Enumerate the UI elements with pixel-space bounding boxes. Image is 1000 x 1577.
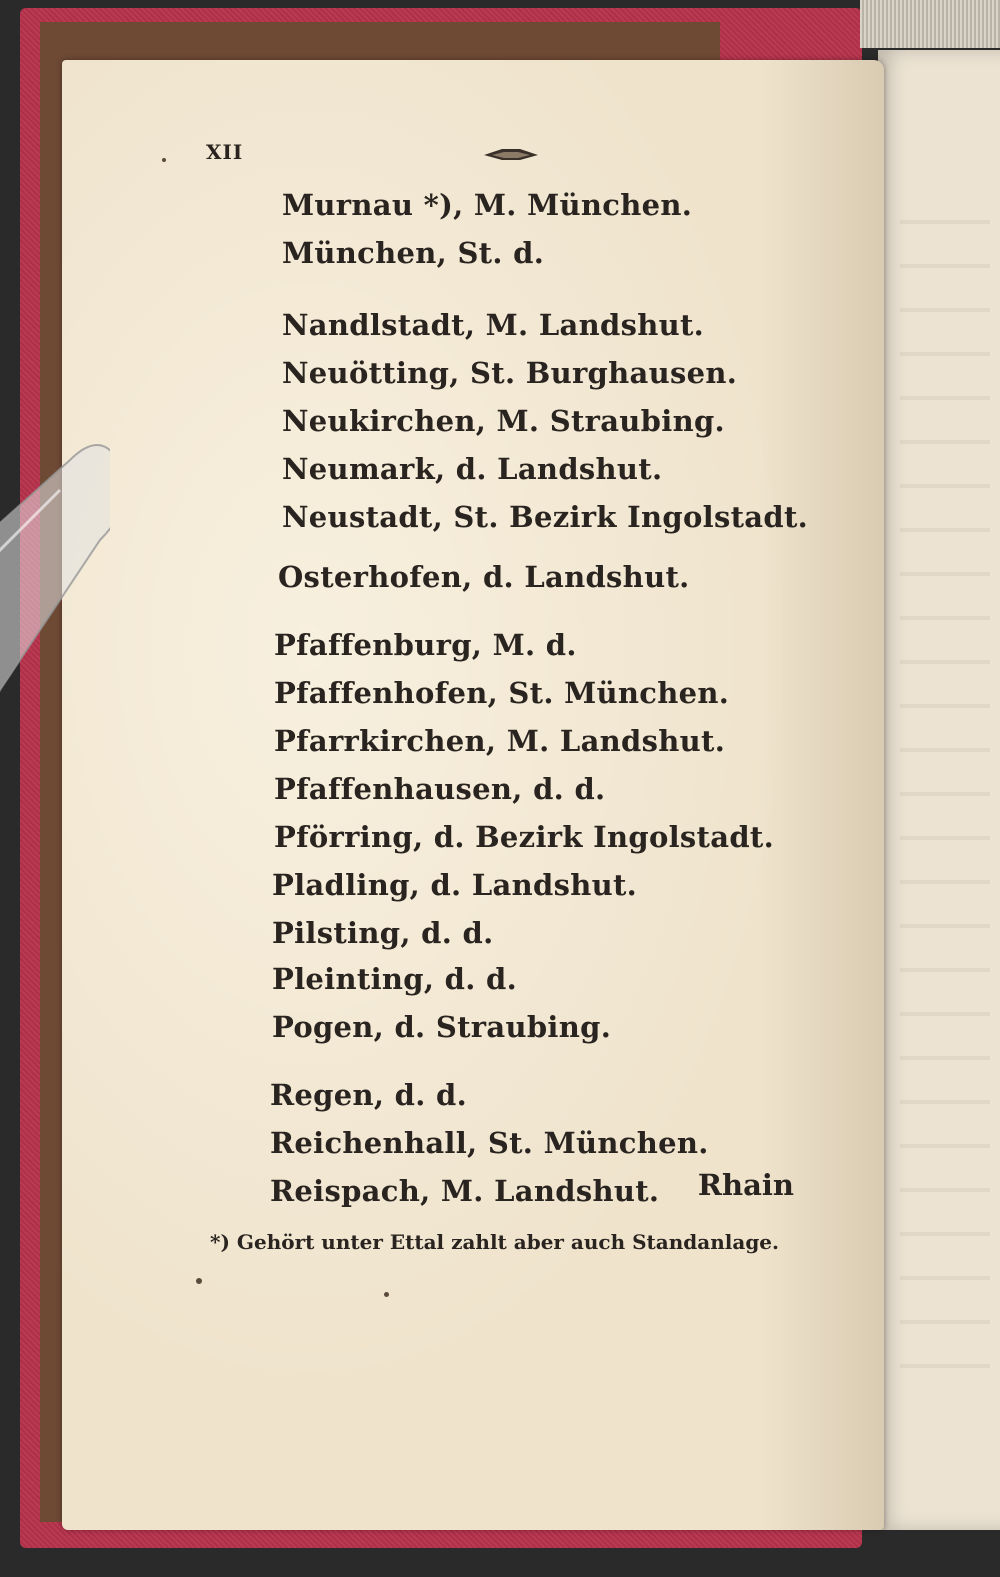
ink-speck	[162, 158, 166, 162]
list-item: Reichenhall, St. München.	[270, 1126, 709, 1160]
list-item: Pfaffenburg, M. d.	[274, 628, 577, 662]
list-item: Pleinting, d. d.	[272, 962, 517, 996]
list-item: München, St. d.	[282, 236, 545, 270]
list-item: Neuötting, St. Burghausen.	[282, 356, 738, 390]
ornament-icon	[482, 146, 540, 162]
facing-page-show-through	[900, 180, 990, 1380]
transparent-bookmark-clip	[0, 430, 110, 750]
page-number: XII	[206, 140, 244, 164]
list-item: Pförring, d. Bezirk Ingolstadt.	[274, 820, 775, 854]
list-item: Neustadt, St. Bezirk Ingolstadt.	[282, 500, 809, 534]
footnote: *) Gehört unter Ettal zahlt aber auch Standanlage.	[210, 1230, 779, 1254]
catch-word: Rhain	[697, 1168, 794, 1202]
ink-speck	[196, 1278, 202, 1284]
book-page	[62, 60, 884, 1530]
list-item: Neumark, d. Landshut.	[282, 452, 663, 486]
list-item: Pfaffenhausen, d. d.	[274, 772, 606, 806]
list-item: Pogen, d. Straubing.	[272, 1010, 612, 1044]
list-item: Pilsting, d. d.	[272, 916, 494, 950]
list-item: Reispach, M. Landshut.	[270, 1174, 660, 1208]
page-edges	[860, 0, 1000, 48]
list-item: Murnau *), M. München.	[282, 188, 693, 222]
list-item: Pladling, d. Landshut.	[272, 868, 638, 902]
page-content	[62, 60, 884, 1530]
ink-speck	[384, 1292, 389, 1297]
list-item: Pfarrkirchen, M. Landshut.	[274, 724, 726, 758]
list-item: Nandlstadt, M. Landshut.	[282, 308, 705, 342]
list-item: Osterhofen, d. Landshut.	[278, 560, 690, 594]
list-item: Neukirchen, M. Straubing.	[282, 404, 725, 438]
list-item: Regen, d. d.	[270, 1078, 467, 1112]
list-item: Pfaffenhofen, St. München.	[274, 676, 730, 710]
